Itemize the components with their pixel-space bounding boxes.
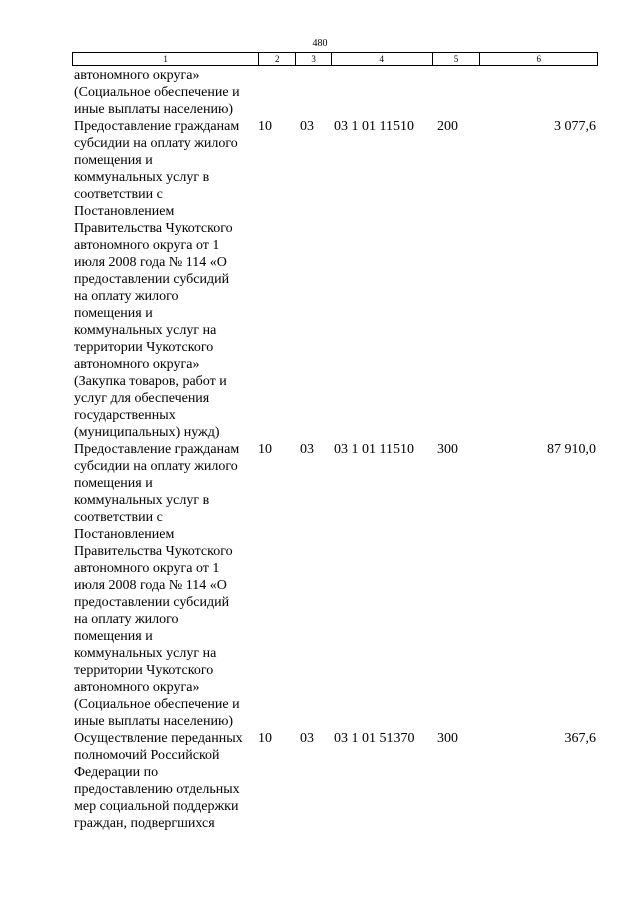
row-expense-type: 300 (437, 731, 458, 746)
row-section: 10 (258, 119, 272, 134)
row-name-line: территории Чукотского (74, 340, 214, 355)
row-name-line: автономного округа» (74, 357, 200, 372)
header-col-5: 5 (433, 53, 481, 65)
row-name-line: услуг для обеспечения (74, 391, 210, 406)
row-subsection: 03 (300, 731, 314, 746)
row-name-line: помещения и (74, 153, 153, 168)
header-col-2: 2 (259, 53, 296, 65)
row-section: 10 (258, 442, 272, 457)
row-name-line: помещения и (74, 306, 153, 321)
row-name (74, 118, 259, 441)
row-name-line: коммунальных услуг на (74, 323, 217, 338)
row-sum: 367,6 (564, 731, 596, 746)
row-subsection: 03 (300, 119, 314, 134)
row-name-line: на оплату жилого (74, 612, 179, 627)
row-name-line: автономного округа» (74, 68, 200, 83)
row-name-line: помещения и (74, 476, 153, 491)
table-body (74, 67, 598, 832)
row-name-line: коммунальных услуг в (74, 493, 210, 508)
table-row (74, 67, 598, 118)
row-name-line: предоставлении субсидий (74, 272, 230, 287)
row-name-line: граждан, подвергшихся (74, 816, 215, 831)
table-row (74, 441, 598, 730)
row-name-line: на оплату жилого (74, 289, 179, 304)
row-name-line: Постановлением (74, 204, 175, 219)
row-name-line: автономного округа от 1 (74, 238, 220, 253)
row-name (74, 730, 259, 832)
row-name-line: (Закупка товаров, работ и (74, 374, 227, 389)
header-col-3: 3 (296, 53, 332, 65)
row-name-line: полномочий Российской (74, 748, 220, 763)
row-name-line: Осуществление переданных (74, 731, 243, 746)
row-expense-type: 200 (437, 119, 458, 134)
row-name-line: Постановлением (74, 527, 175, 542)
row-expense-type: 300 (437, 442, 458, 457)
row-target-article: 03 1 01 11510 (334, 119, 414, 134)
table-header (72, 52, 598, 66)
row-name-line: государственных (74, 408, 176, 423)
row-name-line: субсидии на оплату жилого (74, 459, 238, 474)
row-name-line: Предоставление гражданам (74, 442, 240, 457)
row-name-line: помещения и (74, 629, 153, 644)
row-sum: 3 077,6 (554, 119, 596, 134)
page-number: 480 (312, 38, 328, 49)
header-col-4: 4 (332, 53, 433, 65)
row-name-line: июля 2008 года № 114 «О (74, 578, 227, 593)
row-sum: 87 910,0 (547, 442, 596, 457)
row-name-line: иные выплаты населению) (74, 102, 234, 117)
row-name-line: (Социальное обеспечение и (74, 85, 240, 100)
table-row (74, 118, 598, 441)
row-name-line: предоставлении субсидий (74, 595, 230, 610)
row-name-line: (Социальное обеспечение и (74, 697, 240, 712)
row-name-line: предоставлению отдельных (74, 782, 240, 797)
row-name-line: Правительства Чукотского (74, 544, 233, 559)
row-name-line: Правительства Чукотского (74, 221, 233, 236)
header-col-6: 6 (536, 54, 541, 64)
row-target-article: 03 1 01 11510 (334, 442, 414, 457)
row-name-line: коммунальных услуг в (74, 170, 210, 185)
row-name-line: Предоставление гражданам (74, 119, 240, 134)
row-name (74, 67, 259, 118)
header-col-1: 1 (73, 53, 259, 65)
row-name-line: коммунальных услуг на (74, 646, 217, 661)
row-name (74, 441, 259, 730)
row-name-line: автономного округа» (74, 680, 200, 695)
row-name-line: соответствии с (74, 187, 163, 202)
row-name-line: автономного округа от 1 (74, 561, 220, 576)
row-name-line: июля 2008 года № 114 «О (74, 255, 227, 270)
row-section: 10 (258, 731, 272, 746)
row-name-line: (муниципальных) нужд) (74, 425, 220, 440)
row-name-line: субсидии на оплату жилого (74, 136, 238, 151)
row-name-line: иные выплаты населению) (74, 714, 234, 729)
row-name-line: соответствии с (74, 510, 163, 525)
row-name-line: мер социальной поддержки (74, 799, 239, 814)
row-target-article: 03 1 01 51370 (334, 731, 415, 746)
row-name-line: Федерации по (74, 765, 159, 780)
row-name-line: территории Чукотского (74, 663, 214, 678)
table-row (74, 730, 598, 832)
row-subsection: 03 (300, 442, 314, 457)
